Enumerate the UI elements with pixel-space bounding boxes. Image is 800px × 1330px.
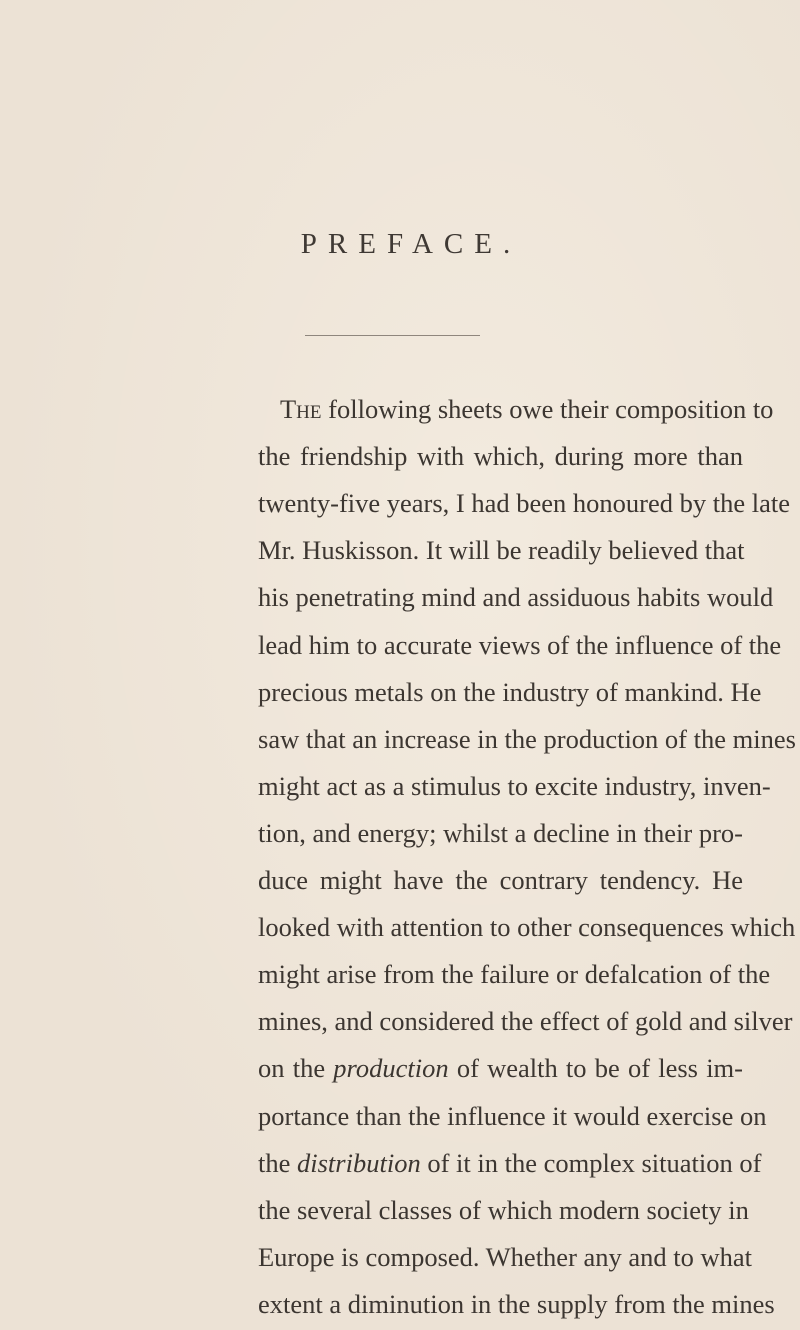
text-line: twenty-five years, I had been honoured by the late: [258, 488, 791, 518]
text-line: extent a diminution in the supply from the mines: [258, 1289, 775, 1319]
text-line: on the production of wealth to be of less im-: [258, 1053, 743, 1083]
text-line: might arise from the failure or defalcation of the: [258, 959, 771, 989]
text-line: The following sheets owe their composition to: [280, 394, 774, 424]
text-line: portance than the influence it would exercise on: [258, 1101, 767, 1131]
text-line: his penetrating mind and assiduous habits would: [258, 582, 774, 612]
text-line: the distribution of it in the complex situation of: [258, 1148, 762, 1178]
text-line: mines, and considered the effect of gold and silver: [258, 1006, 793, 1036]
text-line: tion, and energy; whilst a decline in their pro-: [258, 818, 743, 848]
text-line: lead him to accurate views of the influence of the: [258, 630, 782, 660]
text-line: saw that an increase in the production of the mines: [258, 724, 796, 754]
text-line: Mr. Huskisson. It will be readily believed that: [258, 535, 745, 565]
text-line: might act as a stimulus to excite industry, inven-: [258, 771, 771, 801]
text-line: the several classes of which modern society in: [258, 1195, 749, 1225]
title-divider: [305, 335, 480, 336]
text-line: duce might have the contrary tendency. He: [258, 865, 743, 895]
italic-term: production: [333, 1053, 449, 1083]
text-line: precious metals on the industry of mankind. He: [258, 677, 762, 707]
page-title: PREFACE.: [300, 228, 522, 260]
text-line: looked with attention to other consequences which: [258, 912, 796, 942]
italic-term: distribution: [297, 1148, 421, 1178]
text-line: the friendship with which, during more than: [258, 441, 743, 471]
text-line: Europe is composed. Whether any and to what: [258, 1242, 753, 1272]
opening-word: The: [280, 394, 322, 424]
